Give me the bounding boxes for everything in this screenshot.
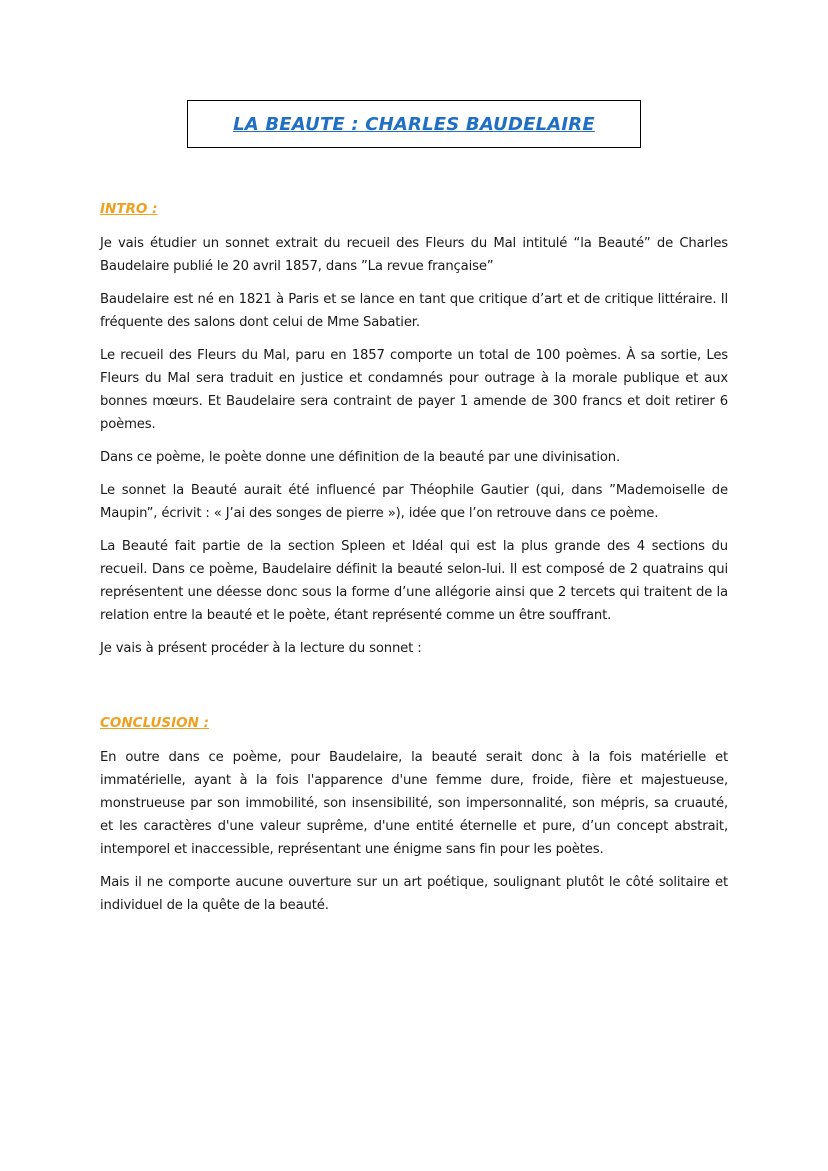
conclusion-paragraph-2: Mais il ne comporte aucune ouverture sur un art poétique, soulignant plutôt le côté solitaire et individuel de la quête de la beauté. [100,875,728,913]
intro-paragraph-2: Baudelaire est né en 1821 à Paris et se lance en tant que critique d’art et de critique littéraire. Il fréquente des salons dont celui de Mme Sabatier. [100,292,728,330]
intro-section [100,198,728,660]
intro-paragraph-3: Le recueil des Fleurs du Mal, paru en 1857 comporte un total de 100 poèmes. À sa sortie, Les Fleurs du Mal sera traduit en justice et condamnés pour outrage à la morale publique et aux bonnes mœurs. Et Baudelaire sera contraint de payer 1 amende de 300 francs et doit retirer 6 poèmes. [100,348,728,432]
title-box [187,100,641,148]
intro-paragraph-4: Dans ce poème, le poète donne une définition de la beauté par une divinisation. [100,450,621,465]
document-body [100,198,728,927]
conclusion-heading: CONCLUSION : [100,715,210,731]
conclusion-section [100,712,728,917]
document-title: LA BEAUTE : CHARLES BAUDELAIRE [233,113,595,135]
intro-paragraph-1: Je vais étudier un sonnet extrait du recueil des Fleurs du Mal intitulé “la Beauté” de Charles Baudelaire publié le 20 avril 1857, dans ”La revue française” [100,236,728,274]
conclusion-paragraph-1: En outre dans ce poème, pour Baudelaire, la beauté serait donc à la fois matérielle et immatérielle, ayant à la fois l'apparence d'une femme dure, froide, fière et majestueuse, monstrueuse par son immobilité, son insensibilité, son impersonnalité, son mépris, sa cruauté, et les caractères d'une valeur suprême, d'une entité éternelle et pure, d’un concept abstrait, intemporel et inaccessible, représentant une énigme sans fin pour les poètes. [100,750,728,857]
intro-heading: INTRO : [100,201,158,217]
intro-paragraph-6: La Beauté fait partie de la section Spleen et Idéal qui est la plus grande des 4 sections du recueil. Dans ce poème, Baudelaire définit la beauté selon-lui. Il est composé de 2 quatrains qui représentent une déesse donc sous la forme d’une allégorie ainsi que 2 tercets qui traitent de la relation entre la beauté et le poète, étant représenté comme un être souffrant. [100,539,728,623]
intro-paragraph-5: Le sonnet la Beauté aurait été influencé par Théophile Gautier (qui, dans ”Mademoiselle de Maupin”, écrivit : « J’ai des songes de pierre »), idée que l’on retrouve dans ce poème. [100,483,728,521]
section-spacer [100,670,728,712]
intro-paragraph-7: Je vais à présent procéder à la lecture du sonnet : [100,641,422,656]
